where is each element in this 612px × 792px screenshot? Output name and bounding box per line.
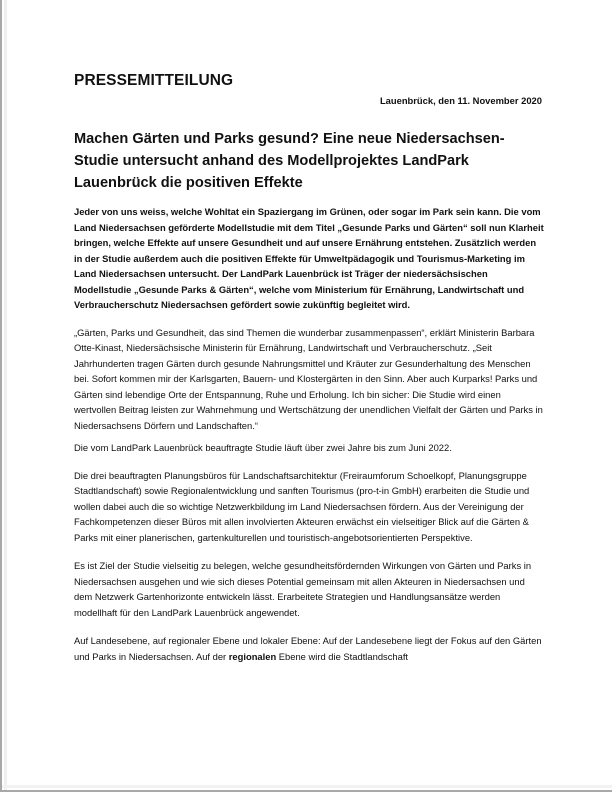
levels-text-bold: regionalen: [228, 650, 277, 662]
offices-paragraph: Die drei beauftragten Planungsbüros für Landschaftsarchitektur (Freiraumforum Schoelkopf, Planungsgruppe Stadtlandschaft) sowie Regionalentwicklung und sanften Tourismus (pro-t-in GmbH) erarbeiten die Studie und wollen dabei auch die so wichtige Netzwerkbildung im Land Niedersachsen fördern. Aus der Vereinigung der Fachkompetenzen dieser Büros mit allen involvierten Akteuren erwächst ein vielseitiger Blick auf die Gärten & Parks mit einer planerischen, gartenkulturellen und touristisch-angebotsorientierten Perspektive.: [74, 469, 530, 543]
page-edge-shadow: [4, 0, 7, 790]
document-label: PRESSEMITTEILUNG: [74, 72, 234, 89]
duration-paragraph: Die vom LandPark Lauenbrück beauftragte Studie läuft über zwei Jahre bis zum Juni 2022.: [74, 442, 452, 453]
headline: Machen Gärten und Parks gesund? Eine neue Niedersachsen-Studie untersucht anhand des Modellprojektes LandPark Lauenbrück die positiven Effekte: [74, 131, 505, 191]
levels-text-before: Auf Landesebene, auf regionaler Ebene und lokaler Ebene: Auf der Landesebene liegt der Fokus auf den Gärten und Parks in Niedersachsen. Auf der: [74, 635, 542, 662]
levels-paragraph: [74, 633, 544, 664]
document-body: [74, 72, 544, 664]
page-edge-shadow-bottom: [2, 785, 612, 788]
goal-paragraph: Es ist Ziel der Studie vielseitig zu belegen, welche gesundheitsfördernden Wirkungen von Gärten und Parks in Niedersachsen ausgehen und wie sich dieses Potential gemeinsam mit allen Akteuren in Niedersachsen und dem Netzwerk Gartenhorizonte entwickeln lässt. Erarbeitete Strategien und Handlungsansätze werden modellhaft für den LandPark Lauenbrück angewendet.: [74, 560, 532, 618]
lead-paragraph: Jeder von uns weiss, welche Wohltat ein Spaziergang im Grünen, oder sogar im Park sein kann. Die vom Land Niedersachsen geförderte Modellstudie mit dem Titel „Gesunde Parks und Gärten“ soll nun Klarheit bringen, welche Effekte auf unsere Gesundheit und auf unsere Ernährung entstehen. Zusätzlich werden in der Studie außerdem auch die positiven Effekte für Umweltpädagogik und Tourismus-Marketing im Land Niedersachsen untersucht. Der LandPark Lauenbrück ist Träger der niedersächsischen Modellstudie „Gesunde Parks & Gärten“, welche vom Ministerium für Ernährung, Landwirtschaft und Verbraucherschutz Niedersachsen gefördert sowie zukünftig begleitet wird.: [74, 206, 544, 310]
dateline: Lauenbrück, den 11. November 2020: [379, 95, 542, 106]
levels-text-after: Ebene wird die Stadtlandschaft: [276, 650, 409, 662]
quote-paragraph: „Gärten, Parks und Gesundheit, das sind Themen die wunderbar zusammenpassen“, erklärt Ministerin Barbara Otte-Kinast, Niedersächsische Ministerin für Ernährung, Landwirtschaft und Verbraucherschutz. „Seit Jahrhunderten tragen Gärten durch gesunde Nahrungsmittel und Kräuter zur Gesunderhaltung des Menschen bei. Sofort kommen mir der Karlsgarten, Bauern- und Klostergärten in den Sinn. Aber auch Kurparks! Parks und Gärten sind lebendige Orte der Entspannung, Ruhe und Erholung. Ich bin sicher: Die Studie wird einen wertvollen Beitrag leisten zur Wahrnehmung und Wertschätzung der unendlichen Vielfalt der Gärten und Parks in Niedersachsens Dörfern und Landschaften.“: [74, 326, 543, 431]
